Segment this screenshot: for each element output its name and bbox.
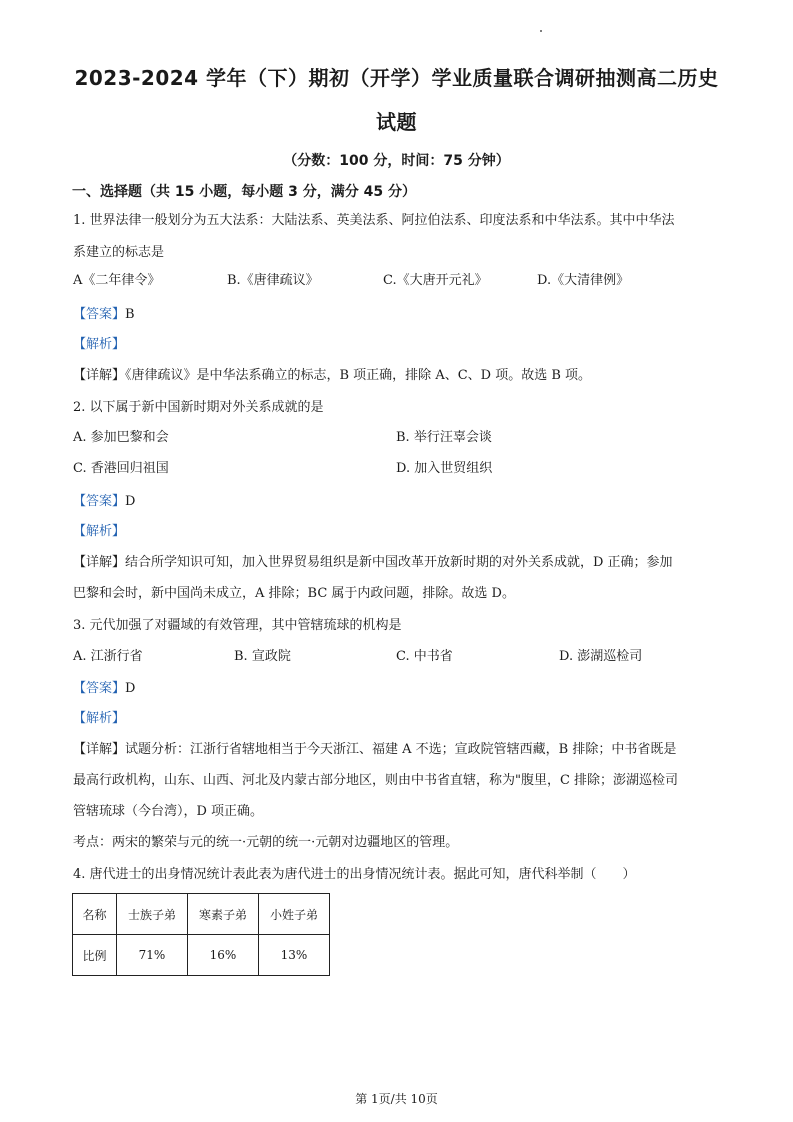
q2-option-b: B. 举行汪辜会谈 — [396, 430, 492, 445]
q3-option-a: A. 江浙行省 — [73, 649, 143, 664]
q3-note: 考点：两宋的繁荣与元的统一·元朝的统一·元朝对边疆地区的管理。 — [73, 835, 459, 850]
table-row — [73, 935, 330, 976]
decorative-dot — [540, 30, 542, 32]
q2-option-d: D. 加入世贸组织 — [396, 461, 493, 476]
exam-title-line1: 2023-2024 学年（下）期初（开学）学业质量联合调研抽测高二历史 — [74, 66, 719, 90]
q1-option-c: C.《大唐开元礼》 — [383, 273, 488, 288]
q3-answer-row — [73, 680, 135, 698]
table-cell: 71% — [117, 935, 188, 976]
q2-answer-row — [73, 493, 135, 511]
table-header-cell: 小姓子弟 — [259, 894, 330, 935]
q4-stats-table — [72, 893, 330, 976]
table-cell: 比例 — [73, 935, 117, 976]
q3-stem-line1: 3. 元代加强了对疆域的有效管理，其中管辖琉球的机构是 — [73, 618, 402, 633]
q3-detail-line1: 【详解】试题分析：江浙行省辖地相当于今天浙江、福建 A 不选；宣政院管辖西藏，B 排除；中书省既是 — [73, 742, 677, 757]
q1-detail-line1: 【详解】《唐律疏议》是中华法系确立的标志，B 项正确，排除 A、C、D 项。故选 B 项。 — [73, 368, 592, 383]
q3-detail-line2: 最高行政机构，山东、山西、河北及内蒙古部分地区，则由中书省直辖，称为"腹里，C 排除；澎湖巡检司 — [73, 773, 679, 788]
q3-answer-value: D — [125, 681, 136, 696]
q2-detail-line2: 巴黎和会时，新中国尚未成立，A 排除；BC 属于内政问题，排除。故选 D。 — [73, 586, 515, 601]
q1-answer-label: 【答案】 — [73, 307, 126, 322]
q1-option-d: D.《大清律例》 — [537, 273, 630, 288]
q2-stem-line1: 2. 以下属于新中国新时期对外关系成就的是 — [73, 400, 324, 415]
table-cell: 13% — [259, 935, 330, 976]
q4-stem-line1: 4. 唐代进士的出身情况统计表此表为唐代进士的出身情况统计表。据此可知，唐代科举制（ ） — [73, 867, 636, 882]
q2-answer-value: D — [125, 494, 136, 509]
q2-option-a: A. 参加巴黎和会 — [73, 430, 169, 445]
q1-analysis-label: 【解析】 — [73, 337, 126, 352]
table-header-cell: 名称 — [73, 894, 117, 935]
q2-answer-label: 【答案】 — [73, 494, 126, 509]
q3-detail-line3: 管辖琉球（今台湾），D 项正确。 — [73, 804, 264, 819]
q1-answer-value: B — [125, 307, 135, 322]
q1-stem-line1: 1. 世界法律一般划分为五大法系：大陆法系、英美法系、阿拉伯法系、印度法系和中华法系。其中中华法 — [73, 213, 675, 228]
q3-option-c: C. 中书省 — [396, 649, 453, 664]
q3-analysis-label: 【解析】 — [73, 711, 126, 726]
page-indicator: 第 1页/共 10页 — [355, 1092, 438, 1106]
q3-answer-label: 【答案】 — [73, 681, 126, 696]
table-cell: 16% — [188, 935, 259, 976]
q2-detail-line1: 【详解】结合所学知识可知，加入世界贸易组织是新中国改革开放新时期的对外关系成就，D 正确；参加 — [73, 555, 673, 570]
table-header-row — [73, 894, 330, 935]
q1-option-a: A《二年律令》 — [73, 273, 161, 288]
table-header-cell: 士族子弟 — [117, 894, 188, 935]
q1-option-b: B.《唐律疏议》 — [227, 273, 319, 288]
q2-option-c: C. 香港回归祖国 — [73, 461, 169, 476]
q2-analysis-label: 【解析】 — [73, 524, 126, 539]
q1-answer-row — [73, 306, 135, 324]
section-heading: 一、选择题（共 15 小题，每小题 3 分，满分 45 分） — [72, 184, 416, 200]
exam-title-line2: 试题 — [376, 110, 417, 134]
table-header-cell: 寒素子弟 — [188, 894, 259, 935]
q3-option-d: D. 澎湖巡检司 — [559, 649, 643, 664]
score-info: （分数：100 分，时间：75 分钟） — [283, 153, 510, 169]
q1-stem-line2: 系建立的标志是 — [73, 245, 165, 260]
q3-option-b: B. 宣政院 — [234, 649, 291, 664]
